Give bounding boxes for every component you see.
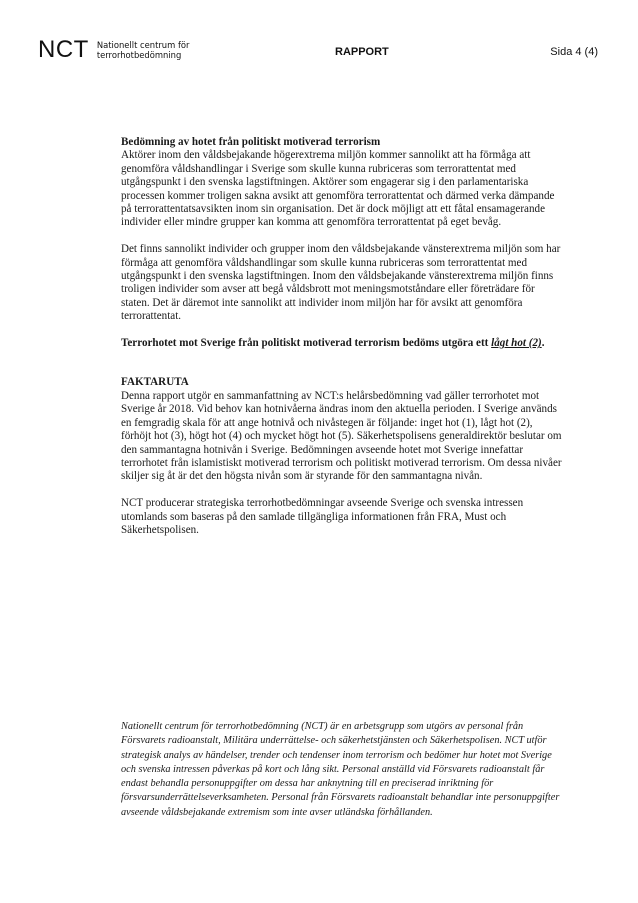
logo-mark: NCT [38,36,89,63]
threat-verdict [121,337,564,350]
main-content [121,136,564,537]
fact-box-paragraph-2: NCT producerar strategiska terrorhotbedömningar avseende Sverige och svenska intressen utomlands som baseras på den samlade tillgängliga informationen från FRA, Must och Säkerhetspolisen. [121,497,524,536]
section-heading: Bedömning av hotet från politiskt motiverad terrorism [121,136,381,148]
fact-box-heading: FAKTARUTA [121,376,189,389]
nct-logo [38,38,189,62]
verdict-end: . [541,337,545,350]
logo-text [97,40,190,60]
verdict-level: lågt hot (2) [491,337,542,350]
section-paragraph-2: Det finns sannolikt individer och grupper inom den våldsbejakande vänsterextrema miljön som har förmåga att genomföra våldshandlingar som skulle kunna rubriceras som terrorattentat med utgångspunkt i den svenska lagstiftningen. Inom den våldsbejakande vänsterextrema miljön finns troligen individer som avser att begå våldsbrott mot meningsmotståndare eller företrädare för staten. Det är däremot inte sannolikt att individer inom miljön har för avsikt att genomföra terrorattentat. [121,243,561,323]
document-type: RAPPORT [335,46,389,58]
footer-note: Nationellt centrum för terrorhotbedömning (NCT) är en arbetsgrupp som utgörs av personal från Försvarets radioanstalt, Militära underrättelse- och säkerhetstjänsten och Säkerhetspolisen. NCT utför strategisk analys av händelser, trender och tendenser inom terrorism och bedömer hur hotet mot Sverige och svenska intressen påverkas på kort och lång sikt. Personal anställd vid Försvarets radioanstalt får endast behandla personuppgifter om dessa har anknytning till en preciserad inriktning för försvarsunderrättelseverksamheten. Personal från Försvarets radioanstalt behandlar inte personuppgifter avseende våldsbejakande extremism som inte avser utländska förhållanden. [121,721,560,818]
verdict-text: Terrorhotet mot Sverige från politiskt motiverad terrorism bedöms utgöra ett [121,337,489,350]
section-paragraph-1: Aktörer inom den våldsbejakande högerextrema miljön kommer sannolikt att ha förmåga att genomföra våldshandlingar i Sverige som skulle kunna rubriceras som terrorattentat med utgångspunkt i den svenska lagstiftningen. Aktörer som engagerar sig i den parlamentariska processen kommer troligen sakna avsikt att genomföra terrorattentat och därmed verka dämpande på terrorattentatsavsikten inom sin organisation. Det är dock möjligt att ett fåtal ensamagerande individer eller mindre grupper kan komma att genomföra terrorattentat på eget bevåg. [121,149,555,229]
logo-line-2: terrorhotbedömning [96,50,182,60]
fact-box-paragraph-1: Denna rapport utgör en sammanfattning av NCT:s helårsbedömning vad gäller terrorhotet mot Sverige år 2018. Vid behov kan hotnivåerna ändras inom den aktuella perioden. I Sverige används en femgradig skala för att ange hotnivå och nivåstegen är följande: inget hot (1), lågt hot (2), förhöjt hot (3), högt hot (4) och mycket högt hot (5). Säkerhetspolisens generaldirektör beslutar om den sammantagna hotnivån i Sverige. Bedömningen avseende hotet mot Sverige innefattar terrorhotet från islamistiskt motiverad terrorism och politiskt motiverad terrorism. Om dessa nivåer skiljer sig åt är det den högsta nivån som är styrande för den sammantagna nivån. [121,389,562,483]
logo-line-1: Nationellt centrum för [96,40,190,50]
page-header [0,0,638,80]
page-number: Sida 4 (4) [550,46,598,58]
